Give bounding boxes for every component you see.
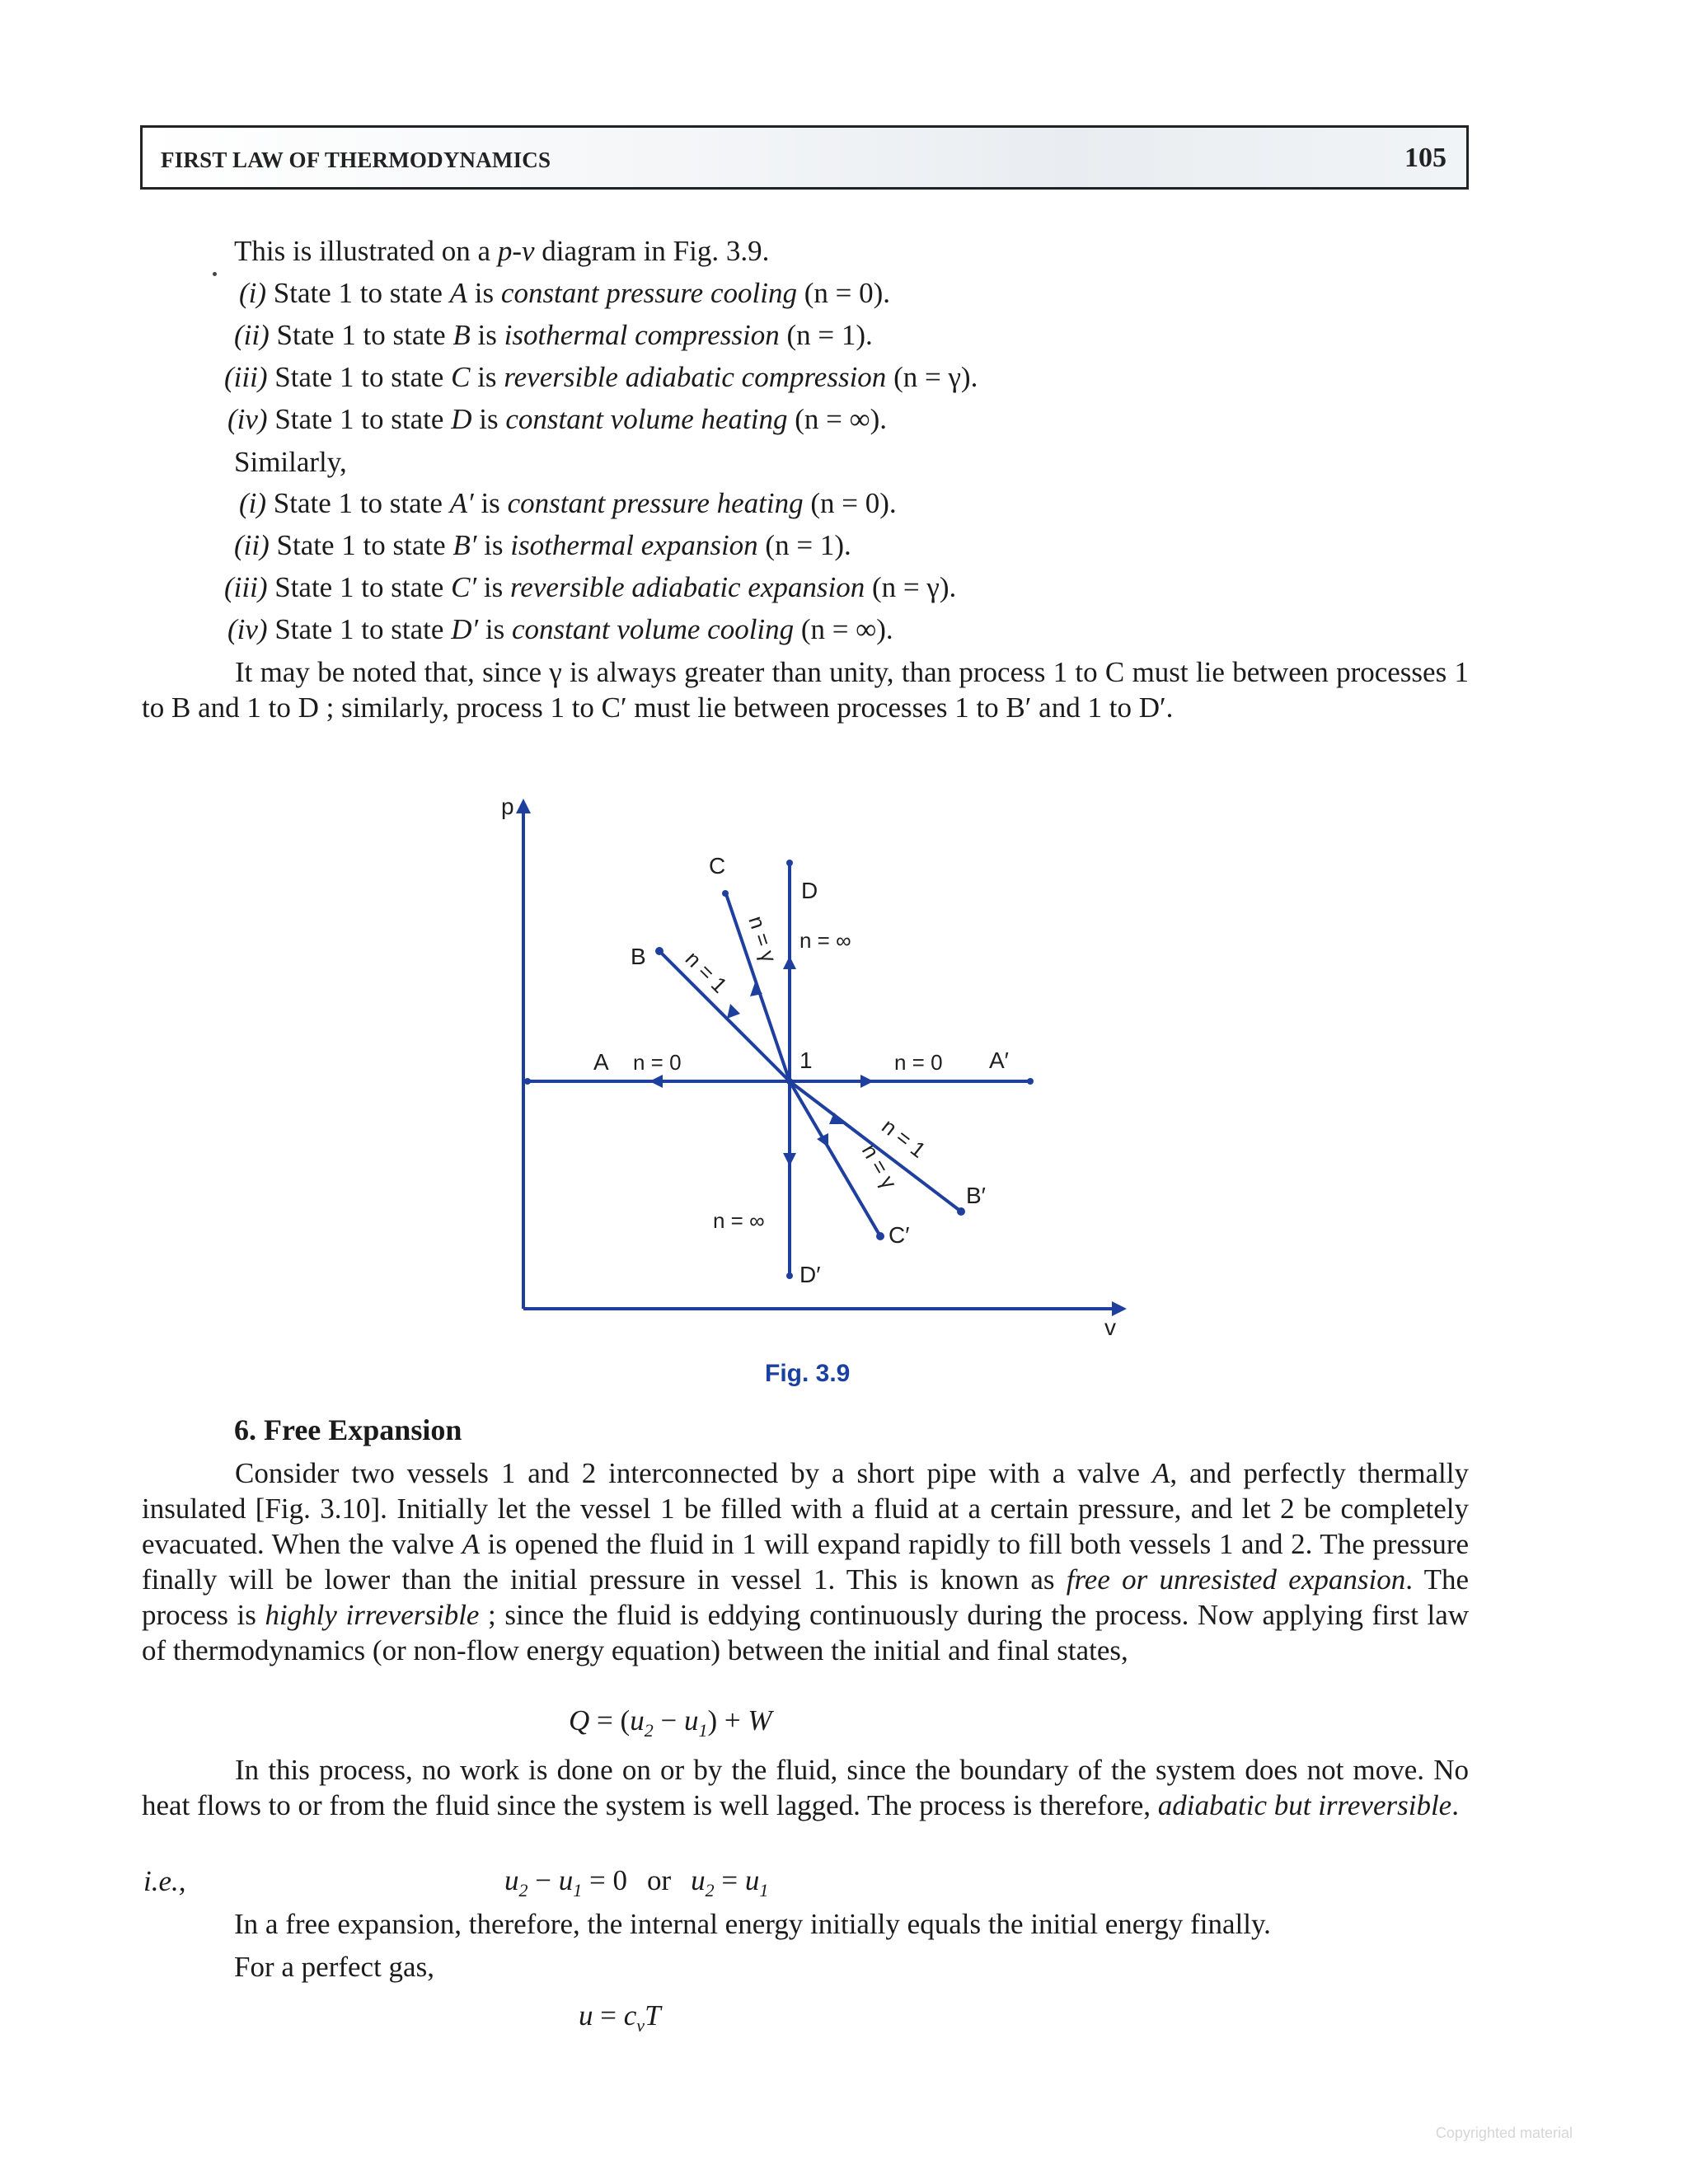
free-expansion-paragraph-1: Consider two vessels 1 and 2 interconnected by a short pipe with a valve A, and perfectly thermally insulated [Fig. 3.10]. Initially let the vessel 1 be filled with a fluid at a certain pressure, and let 2 be completely evacuated. When the valve A is opened the fluid in 1 will expand rapidly to fill both vessels 1 and 2. The pressure finally will be lower than the initial pressure in vessel 1. This is known as free or unresisted expansion. The process is highly irreversible ; since the fluid is eddying continuously during the process. Now applying first law of thermodynamics (or non-flow energy equation) between the initial and final states, [142,1457,1470,1666]
equation-perfect-gas: $u = c_vT$ [579,1999,661,2036]
label-n0-left: n = 0 [633,1050,682,1075]
section-heading: 6. Free Expansion [234,1413,462,1446]
label-ninf-bottom: n = ∞ [713,1208,765,1233]
endpoint-Dprime [786,1272,793,1279]
endpoint-Bprime [957,1207,965,1216]
note-paragraph: It may be noted that, since γ is always greater than unity, than process 1 to C must lie between processes 1 to B and 1 to D ; similarly, process 1 to C′ must lie between processes 1 to B′ and 1 to D′. [142,656,1469,724]
endpoint-Cprime [876,1232,884,1240]
list2-item-2: (ii) State 1 to state B′ is isothermal expansion (n = 1). [234,529,851,561]
equation-first-law: $Q = (u_2 - u_1) + W$ [569,1704,772,1741]
free-expansion-paragraph-2: In this process, no work is done on or by the fluid, since the boundary of the system does not move. No heat flows to or from the fluid since the system is well lagged. The process is therefore, adiabatic but irreversible. [142,1754,1469,1821]
label-ninf-top: n = ∞ [799,928,851,953]
endpoint-A [524,1078,531,1085]
label-Aprime: A′ [989,1047,1009,1073]
list1-item-1: (i) State 1 to state A is constant pressure cooling (n = 0). [239,277,891,309]
label-Dprime: D′ [799,1262,821,1287]
arrow-to-Aprime [860,1075,874,1088]
running-header [140,125,1469,190]
endpoint-D [786,860,793,866]
arrow-to-A [649,1075,663,1088]
label-A: A [593,1049,609,1075]
similarly-line: Similarly, [234,446,347,478]
label-D: D [801,878,818,903]
watermark: Copyrighted material [1435,2125,1573,2141]
label-ngamma-bottom: n = γ [856,1140,903,1193]
label-n1-top: n = 1 [680,946,733,998]
intro-line: This is illustrated on a p-v diagram in Fig. 3.9. [234,235,770,267]
list1-item-2: (ii) State 1 to state B is isothermal compression (n = 1). [234,319,873,351]
list1-item-3: (iii) State 1 to state C is reversible adiabatic compression (n = γ). [224,361,978,393]
ie-label: i.e., [143,1865,186,1897]
p-axis-label: p [501,794,514,819]
page-number: 105 [1404,143,1447,173]
list2-item-1: (i) State 1 to state A′ is constant pressure heating (n = 0). [239,487,897,519]
endpoint-B [655,947,663,955]
label-n0-right: n = 0 [894,1050,943,1075]
v-axis-label: v [1104,1315,1116,1340]
running-title: FIRST LAW OF THERMODYNAMICS [161,148,551,172]
endpoint-C [722,890,729,897]
stray-dot [213,272,217,276]
state-1-point [786,1078,793,1085]
endpoint-Aprime [1027,1078,1034,1085]
list2-item-4: (iv) State 1 to state D′ is constant volume cooling (n = ∞). [227,613,893,645]
pv-diagram [462,791,1154,1368]
arrow-to-D [783,956,796,969]
list2-item-3: (iii) State 1 to state C′ is reversible adiabatic expansion (n = γ). [224,571,957,603]
label-Bprime: B′ [966,1183,986,1208]
figure-caption: Fig. 3.9 [765,1360,851,1387]
arrow-to-C [750,982,762,996]
label-state-1: 1 [799,1047,813,1073]
label-n1-bottom: n = 1 [877,1113,931,1163]
arrow-to-Dprime [783,1153,796,1166]
list1-item-4: (iv) State 1 to state D is constant volume heating (n = ∞). [227,403,887,435]
free-expansion-paragraph-3: In a free expansion, therefore, the internal energy initially equals the initial energy finally. [234,1908,1271,1940]
free-expansion-paragraph-4: For a perfect gas, [234,1951,434,1983]
equation-internal-energy: $u_2 - u_1 = 0$ or $u_2 = u_1$ [504,1864,769,1900]
label-ngamma-top: n = γ [743,912,782,966]
label-Cprime: C′ [889,1222,910,1248]
label-B: B [631,944,646,969]
arrow-to-B [727,1004,740,1019]
label-C: C [709,853,726,879]
